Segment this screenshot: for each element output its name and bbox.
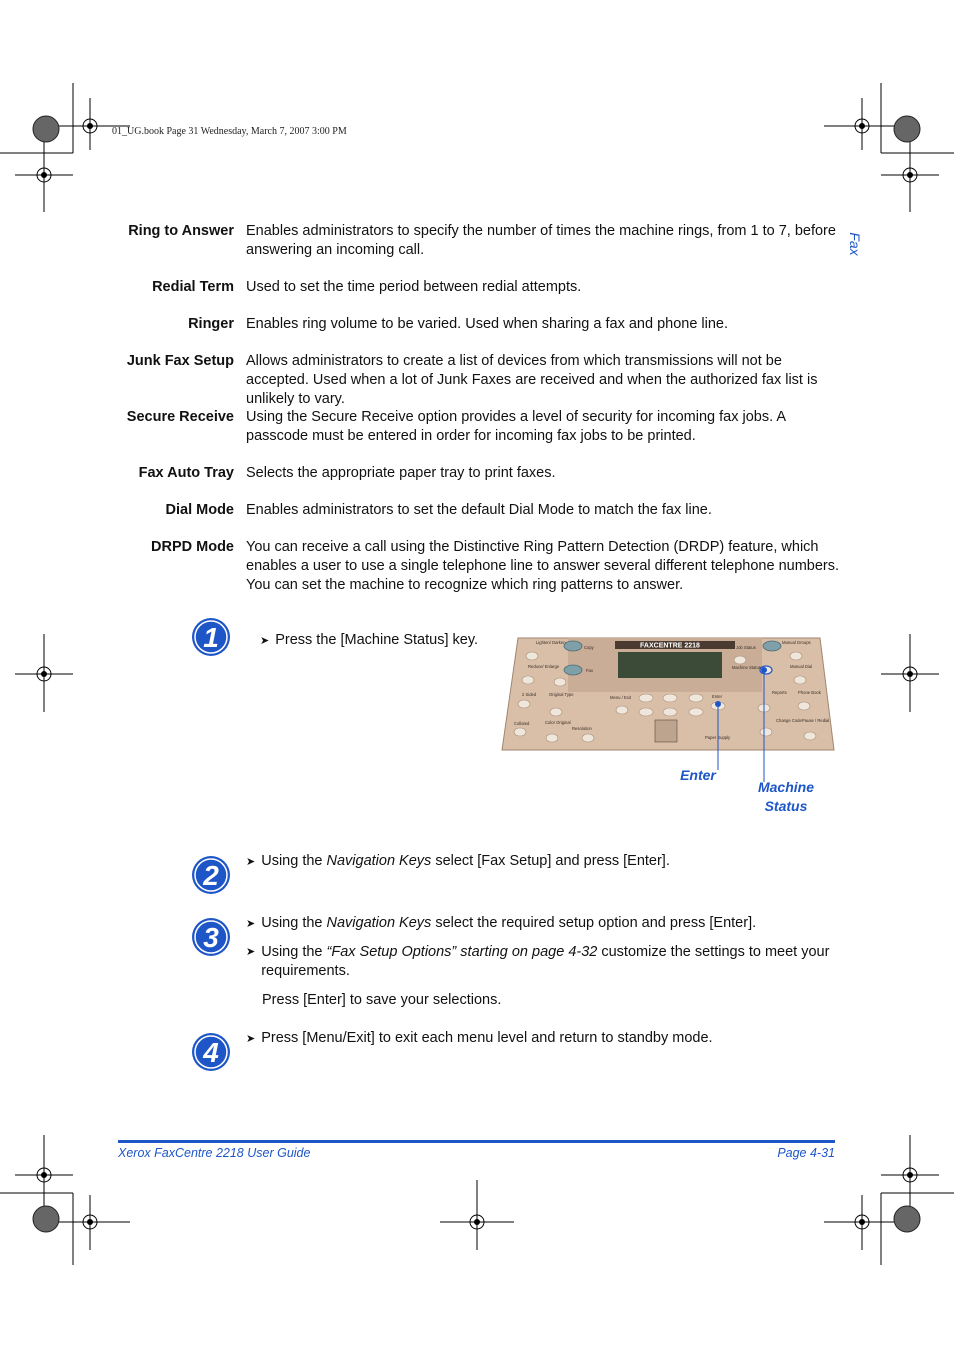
- panel-label-reports: Reports: [772, 690, 787, 695]
- desc-drpd-mode: You can receive a call using the Distinctive Ring Pattern Detection (DRDP) feature, which enables a user to use a single telephone line to answer several different telephone numbers. You can set the machine to recognize which ring patterns to answer.: [246, 539, 840, 593]
- panel-label-reduce: Reduce/ Enlarge: [528, 664, 560, 669]
- desc-redial-term: Used to set the time period between redial attempts.: [246, 279, 582, 295]
- bullet-arrow-icon: ➤: [246, 946, 256, 958]
- panel-label-fax: Fax: [586, 668, 593, 673]
- bullet-arrow-icon: ➤: [246, 856, 256, 868]
- step-4-badge: [191, 1032, 231, 1072]
- step-3-bullet-1: ➤ Using the Navigation Keys select the required setup option and press [Enter].: [246, 915, 757, 931]
- footer-guide-title: Xerox FaxCentre 2218 User Guide: [118, 1146, 311, 1160]
- term-redial-term: Redial Term: [152, 279, 234, 295]
- side-tab-label: Fax: [847, 232, 863, 256]
- panel-label-collated: Collated: [514, 721, 530, 726]
- panel-label-enter: Enter: [712, 694, 723, 699]
- footer-page-number: Page 4-31: [777, 1146, 835, 1160]
- panel-label-job-status: Job Status: [736, 645, 756, 650]
- panel-label-copy: Copy: [584, 645, 594, 650]
- step-1-badge: [191, 617, 231, 657]
- panel-label-speed: Manual Groups: [782, 640, 811, 645]
- desc-ringer: Enables ring volume to be varied. Used when sharing a fax and phone line.: [246, 316, 729, 332]
- desc-ring-to-answer: Enables administrators to specify the number of times the machine rings, from 1 to 7, before answering an incoming call.: [246, 223, 836, 258]
- term-fax-auto-tray: Fax Auto Tray: [138, 465, 234, 481]
- panel-label-lighten: Lighten/ Darken: [536, 640, 566, 645]
- desc-secure-receive: Using the Secure Receive option provides a level of security for incoming fax jobs. A passcode must be entered in order for incoming fax jobs to be printed.: [246, 409, 786, 444]
- term-secure-receive: Secure Receive: [126, 409, 234, 425]
- step-4-bullet: ➤ Press [Menu/Exit] to exit each menu level and return to standby mode.: [246, 1030, 713, 1046]
- book-header: 01_UG.book Page 31 Wednesday, March 7, 2007 3:00 PM: [112, 126, 347, 137]
- step-2-bullet: ➤ Using the Navigation Keys select [Fax Setup] and press [Enter].: [246, 853, 670, 869]
- step-1-number: 1: [203, 622, 219, 653]
- panel-label-menu-exit: Menu / Exit: [610, 695, 631, 700]
- term-drpd-mode: DRPD Mode: [151, 539, 234, 555]
- step-3-number: 3: [203, 922, 219, 953]
- panel-label-paper-supply: Paper Supply: [705, 735, 731, 740]
- step-3-bullet-2: ➤ Using the “Fax Setup Options” starting on page 4-32 customize the settings to meet your requirements.: [246, 944, 830, 979]
- panel-brand: FAXCENTRE 2218: [640, 642, 700, 650]
- step-2-badge: [191, 855, 231, 895]
- step-3-note: Press [Enter] to save your selections.: [262, 992, 502, 1008]
- desc-fax-auto-tray: Selects the appropriate paper tray to print faxes.: [246, 465, 556, 481]
- bullet-arrow-icon: ➤: [246, 918, 256, 930]
- term-junk-fax-setup: Junk Fax Setup: [126, 353, 234, 369]
- step-3-badge: [191, 917, 231, 957]
- step-4-number: 4: [203, 1037, 219, 1068]
- footer-rule: [118, 1140, 835, 1143]
- bullet-arrow-icon: ➤: [246, 1033, 256, 1045]
- term-ring-to-answer: Ring to Answer: [128, 223, 234, 239]
- panel-label-phone-book: Phone Book: [798, 690, 821, 695]
- panel-label-machine-status: Machine Status: [732, 665, 761, 670]
- callout-machine-status: Machine Status: [757, 779, 814, 814]
- panel-label-pause-redial: Pause / Redial: [802, 718, 830, 723]
- panel-label-change-code: Change Code: [776, 718, 802, 723]
- desc-dial-mode: Enables administrators to set the default Dial Mode to match the fax line.: [246, 502, 712, 518]
- callout-enter: Enter: [680, 767, 716, 783]
- step-2-number: 2: [203, 860, 219, 891]
- panel-label-two-sided: 2 Sided: [522, 692, 537, 697]
- term-ringer: Ringer: [188, 316, 234, 332]
- desc-junk-fax-setup: Allows administrators to create a list of devices from which transmissions will not be accepted. Used when a lot of Junk Faxes are received and when the authorized fax list is unlikely to vary.: [246, 353, 818, 407]
- step-1-bullet: ➤ Press the [Machine Status] key.: [260, 632, 479, 648]
- panel-label-color-original: Color Original: [545, 720, 571, 725]
- panel-label-original-type: Original Type: [549, 692, 574, 697]
- term-dial-mode: Dial Mode: [165, 502, 234, 518]
- control-panel-illustration: [500, 632, 836, 754]
- panel-label-resolution: Resolution: [572, 726, 592, 731]
- panel-label-manual-dial: Manual Dial: [790, 664, 813, 669]
- bullet-arrow-icon: ➤: [260, 635, 270, 647]
